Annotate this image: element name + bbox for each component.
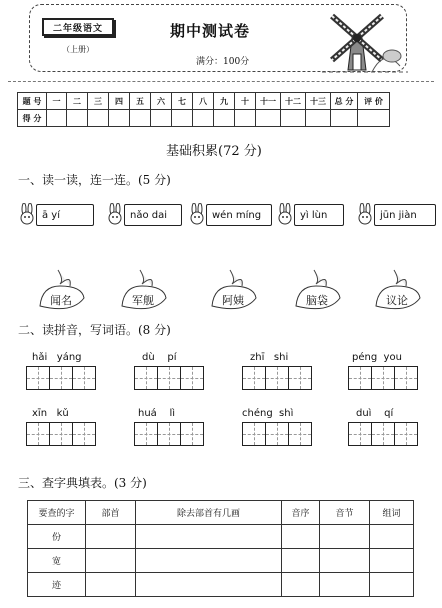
score-input-cell[interactable] <box>109 110 130 127</box>
score-header-cell: 二 <box>67 93 88 110</box>
dict-input-cell[interactable] <box>136 525 282 549</box>
volume-label: （上册） <box>62 45 94 54</box>
score-header-cell: 评 价 <box>358 93 390 110</box>
dict-input-cell[interactable] <box>282 525 320 549</box>
score-input-cell[interactable] <box>172 110 193 127</box>
score-header-cell: 三 <box>88 93 109 110</box>
dict-input-cell[interactable] <box>136 549 282 573</box>
pinyin-label: hǎi yáng <box>32 352 82 363</box>
score-header-cell: 五 <box>130 93 151 110</box>
score-header-cell: 四 <box>109 93 130 110</box>
word-text: 军舰 <box>132 294 154 307</box>
dict-input-cell[interactable] <box>282 549 320 573</box>
pinyin-box: wén míng <box>206 204 272 226</box>
rabbit-icon <box>18 203 36 227</box>
dict-input-cell[interactable] <box>86 549 136 573</box>
full-mark: 满分：100分 <box>196 57 250 67</box>
score-header-cell: 题 号 <box>18 93 47 110</box>
q1-title: 一、读一读，连一连。(5 分) <box>18 173 171 187</box>
dotted-separator <box>8 81 434 82</box>
word-card <box>32 268 90 314</box>
rabbit-icon <box>188 203 206 227</box>
score-header-cell: 十三 <box>306 93 331 110</box>
dict-header-cell: 部首 <box>86 501 136 525</box>
pinyin-card <box>276 203 344 227</box>
word-card <box>114 268 172 314</box>
q3-title: 三、查字典填表。(3 分) <box>18 476 147 490</box>
rabbit-icon <box>276 203 294 227</box>
dict-char-cell: 宽 <box>28 549 86 573</box>
score-row-label: 得 分 <box>18 110 47 127</box>
score-input-cell[interactable] <box>235 110 256 127</box>
dict-input-cell[interactable] <box>370 549 414 573</box>
score-header-cell: 八 <box>193 93 214 110</box>
writing-grid[interactable] <box>348 422 417 446</box>
pinyin-label: huá lì <box>138 408 176 419</box>
score-header-cell: 十 <box>235 93 256 110</box>
dict-input-cell[interactable] <box>86 525 136 549</box>
score-input-cell[interactable] <box>193 110 214 127</box>
pinyin-label: dù pí <box>142 352 177 363</box>
dict-header-cell: 音序 <box>282 501 320 525</box>
pinyin-label: zhī shi <box>250 352 289 363</box>
score-input-cell[interactable] <box>331 110 358 127</box>
writing-grid[interactable] <box>26 422 95 446</box>
dict-input-cell[interactable] <box>370 573 414 597</box>
dict-header-cell: 组词 <box>370 501 414 525</box>
word-text: 脑袋 <box>306 294 328 307</box>
word-text: 阿姨 <box>222 294 244 307</box>
writing-grid[interactable] <box>134 366 203 390</box>
score-input-cell[interactable] <box>214 110 235 127</box>
score-header-cell: 六 <box>151 93 172 110</box>
dict-input-cell[interactable] <box>282 573 320 597</box>
grade-subject-tag: 二年级语文 <box>42 18 114 36</box>
score-header-cell: 七 <box>172 93 193 110</box>
word-text: 议论 <box>386 294 408 307</box>
pinyin-card <box>356 203 436 227</box>
word-card <box>204 268 262 314</box>
rabbit-icon <box>356 203 374 227</box>
dict-input-cell[interactable] <box>320 525 370 549</box>
score-header-cell: 十一 <box>256 93 281 110</box>
pinyin-card <box>18 203 94 227</box>
word-text: 闻名 <box>50 294 72 307</box>
writing-grid[interactable] <box>242 366 311 390</box>
pinyin-box: jūn jiàn <box>374 204 436 226</box>
score-input-cell[interactable] <box>256 110 281 127</box>
dict-input-cell[interactable] <box>136 573 282 597</box>
dict-char-cell: 份 <box>28 525 86 549</box>
writing-grid[interactable] <box>242 422 311 446</box>
pinyin-box: ā yí <box>36 204 94 226</box>
dict-input-cell[interactable] <box>86 573 136 597</box>
rabbit-icon <box>106 203 124 227</box>
score-input-cell[interactable] <box>67 110 88 127</box>
score-header-cell: 十二 <box>281 93 306 110</box>
pinyin-label: chéng shì <box>242 408 294 419</box>
score-input-cell[interactable] <box>306 110 331 127</box>
score-table <box>17 92 390 127</box>
score-header-cell: 九 <box>214 93 235 110</box>
section-title: 基础积累(72 分) <box>166 144 262 159</box>
pinyin-label: duì qí <box>356 408 394 419</box>
writing-grid[interactable] <box>26 366 95 390</box>
windmill-illustration-icon <box>322 8 408 74</box>
dict-header-cell: 除去部首有几画 <box>136 501 282 525</box>
score-input-cell[interactable] <box>130 110 151 127</box>
dict-input-cell[interactable] <box>370 525 414 549</box>
pinyin-label: péng you <box>352 352 402 363</box>
pinyin-card <box>188 203 272 227</box>
score-input-cell[interactable] <box>88 110 109 127</box>
writing-grid[interactable] <box>348 366 417 390</box>
word-card <box>368 268 426 314</box>
page-title: 期中测试卷 <box>170 22 251 40</box>
dict-input-cell[interactable] <box>320 549 370 573</box>
pinyin-box: yì lùn <box>294 204 344 226</box>
score-header-cell: 一 <box>47 93 67 110</box>
score-input-cell[interactable] <box>47 110 67 127</box>
dict-char-cell: 迹 <box>28 573 86 597</box>
pinyin-box: nǎo dai <box>124 204 182 226</box>
dict-input-cell[interactable] <box>320 573 370 597</box>
dict-header-cell: 音节 <box>320 501 370 525</box>
score-input-cell[interactable] <box>358 110 390 127</box>
dictionary-table <box>27 500 414 597</box>
score-header-cell: 总 分 <box>331 93 358 110</box>
dict-header-cell: 要查的字 <box>28 501 86 525</box>
writing-grid[interactable] <box>134 422 203 446</box>
word-card <box>288 268 346 314</box>
score-input-cell[interactable] <box>151 110 172 127</box>
score-input-cell[interactable] <box>281 110 306 127</box>
q2-title: 二、读拼音，写词语。(8 分) <box>18 323 171 337</box>
pinyin-label: xīn kǔ <box>32 408 69 419</box>
pinyin-card <box>106 203 182 227</box>
